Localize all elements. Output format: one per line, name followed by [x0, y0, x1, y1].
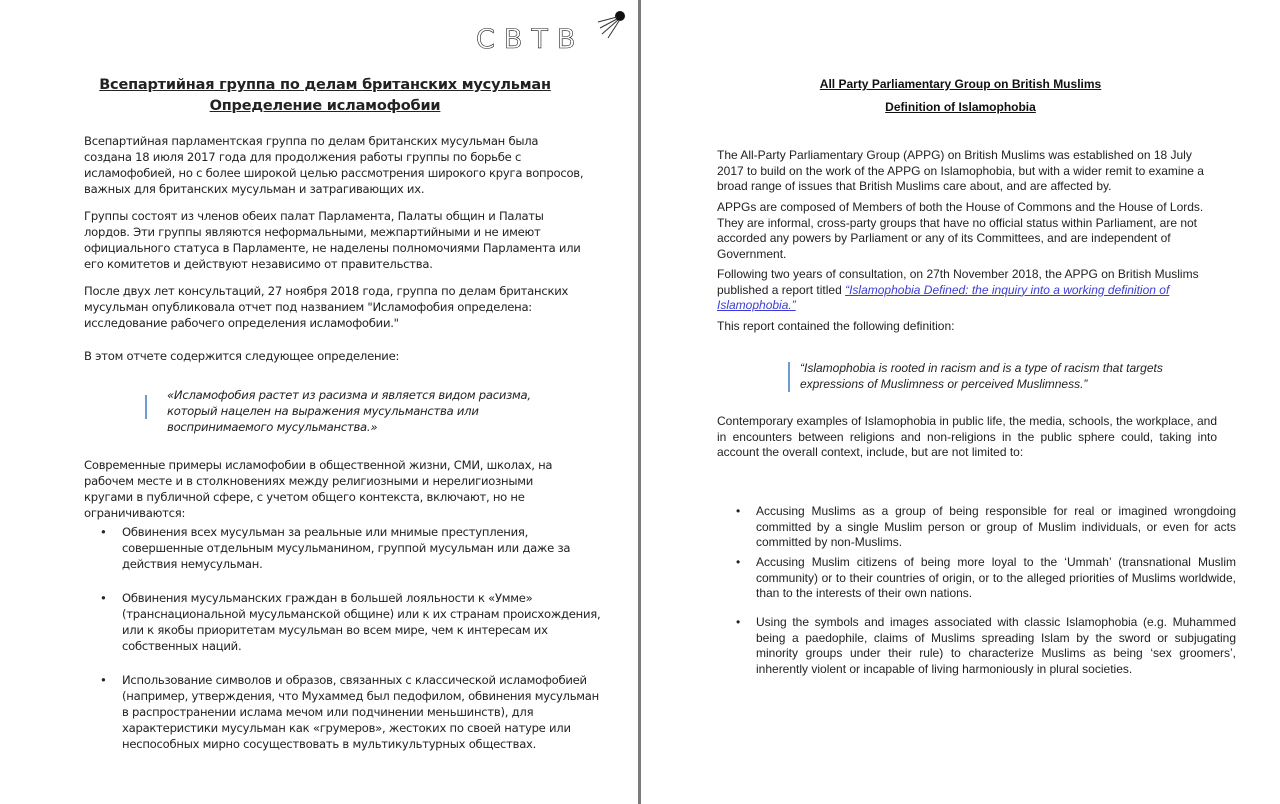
- en-subtitle: Definition of Islamophobia: [885, 100, 1036, 114]
- ru-quote-text: «Исламофобия растет из расизма и является видом расизма, который нацелен на выражения мусульманства или воспринимаемого мусульманства.»: [167, 388, 531, 434]
- ru-list-item-text: Обвинения мусульманских граждан в большей лояльности к «Умме» (транснациональной мусульманской общине) или к их странам происхождения, или к якобы приоритетам мусульман во всем мире, чем к интересам их собственных наций.: [122, 591, 601, 653]
- russian-translation-page: [0, 0, 639, 804]
- ru-list-item-text: Обвинения всех мусульман за реальные или мнимые преступления, совершенные отдельным мусульманином, группой мусульман или даже за действия немусульман.: [122, 525, 571, 571]
- quote-bar: [788, 362, 790, 392]
- ru-paragraph-2: Группы состоят из членов обеих палат Парламента, Палаты общин и Палаты лордов. Эти группы являются неформальными, межпартийными и не имеют официального статуса в Парламенте, не наделены полномочиями Парламента или его комитетов и действуют независимо от правительства.: [84, 209, 581, 271]
- satellite-icon: [584, 8, 626, 44]
- en-list-item-text: Accusing Muslims as a group of being responsible for real or imagined wrongdoing committed by a single Muslim person or group of Muslim individuals, or even for acts committed by non-Muslims.: [756, 504, 1236, 549]
- bullet-icon: •: [736, 555, 741, 569]
- en-list-item-text: Accusing Muslim citizens of being more loyal to the ‘Ummah’ (transnational Muslim community) or to their countries of origin, or to the alleged priorities of Muslims worldwide, than to the interests of their own nations.: [756, 555, 1236, 600]
- ru-list-item: [100, 672, 607, 752]
- en-paragraph-1: The All-Party Parliamentary Group (APPG) on British Muslims was established on 18 July 2017 to build on the work of the APPG on Islamophobia, but with a wider remit to examine a broad range of issues that British Muslims care about, and are affected by.: [717, 148, 1204, 193]
- ru-list-item-text: Использование символов и образов, связанных с классической исламофобией (например, утверждения, что Мухаммед был педофилом, обвинения мусульман в распространении ислама мечом или подчинении меньшинств), для характеристики мусульман как «грумеров», жестоких по своей натуре или неспособных мирно сосуществовать в мультикультурных обществах.: [122, 673, 599, 751]
- bullet-icon: •: [100, 673, 107, 687]
- en-paragraph-3: This report contained the following definition:: [717, 319, 955, 333]
- en-report-prefix: Following two years of consultation, on 27th November 2018, the APPG on British Muslims published a report titled: [717, 267, 1199, 297]
- ru-subtitle: Определение исламофобии: [209, 98, 441, 114]
- ru-definition-quote: [145, 387, 567, 435]
- ru-title: Всепартийная группа по делам британских мусульман: [99, 77, 551, 93]
- en-examples-intro: Contemporary examples of Islamophobia in public life, the media, schools, the workplace, and in encounters between religions and non-religions in the public sphere could, taking into account the overall context, include, but are not limited to:: [717, 414, 1217, 459]
- bullet-icon: •: [100, 525, 107, 539]
- english-original-page: [641, 0, 1280, 804]
- cbtb-logo: [476, 14, 626, 54]
- en-title: All Party Parliamentary Group on British Muslims: [819, 77, 1102, 91]
- ru-paragraph-1: Всепартийная парламентская группа по делам британских мусульман была создана 18 июля 2017 года для продолжения работы группы по борьбе с исламофобией, но с более широкой целью рассмотрения широкого круга вопросов, важных для британских мусульман и затрагивающих их.: [84, 134, 584, 196]
- en-list-item: [736, 555, 1236, 602]
- en-list-item: [736, 615, 1236, 677]
- logo-text: СВТВ: [476, 24, 585, 55]
- en-definition-quote: [788, 361, 1200, 392]
- ru-examples-intro: Современные примеры исламофобии в общественной жизни, СМИ, школах, на рабочем месте и в столкновениях между религиозными и нерелигиозными кругами в публичной сфере, с учетом общего контекста, включают, но не ограничиваются:: [84, 458, 553, 520]
- ru-list-item: [100, 524, 607, 572]
- bullet-icon: •: [736, 504, 741, 518]
- en-list-item-text: Using the symbols and images associated with classic Islamophobia (e.g. Muhammed being a paedophile, claims of Muslims spreading Islam by the sword or subjugating minority groups under their rule) to characterize Muslims as being ‘sex groomers’, inherently violent or incapable of living harmoniously in plural societies.: [756, 615, 1236, 676]
- en-paragraph-2: APPGs are composed of Members of both the House of Commons and the House of Lords. They are informal, cross-party groups that have no official status within Parliament, are not accorded any powers by Parliament or any of its Committees, and are independent of Government.: [717, 200, 1204, 261]
- bullet-icon: •: [736, 615, 741, 629]
- en-paragraph-report: [717, 267, 1217, 314]
- en-quote-text: “Islamophobia is rooted in racism and is a type of racism that targets expressions of Muslimness or perceived Muslimness.”: [800, 361, 1163, 391]
- ru-list-item: [100, 590, 607, 654]
- ru-paragraph-3: После двух лет консультаций, 27 ноября 2018 года, группа по делам британских мусульман опубликовала отчет под названием "Исламофобия определена: исследование рабочего определения исламофобии.": [84, 284, 569, 330]
- report-link[interactable]: “Islamophobia Defined: the inquiry into a working definition of Islamophobia.”: [717, 282, 1170, 312]
- bullet-icon: •: [100, 591, 107, 605]
- quote-bar: [145, 395, 147, 419]
- ru-paragraph-4: В этом отчете содержится следующее определение:: [84, 349, 400, 363]
- en-list-item: [736, 504, 1236, 551]
